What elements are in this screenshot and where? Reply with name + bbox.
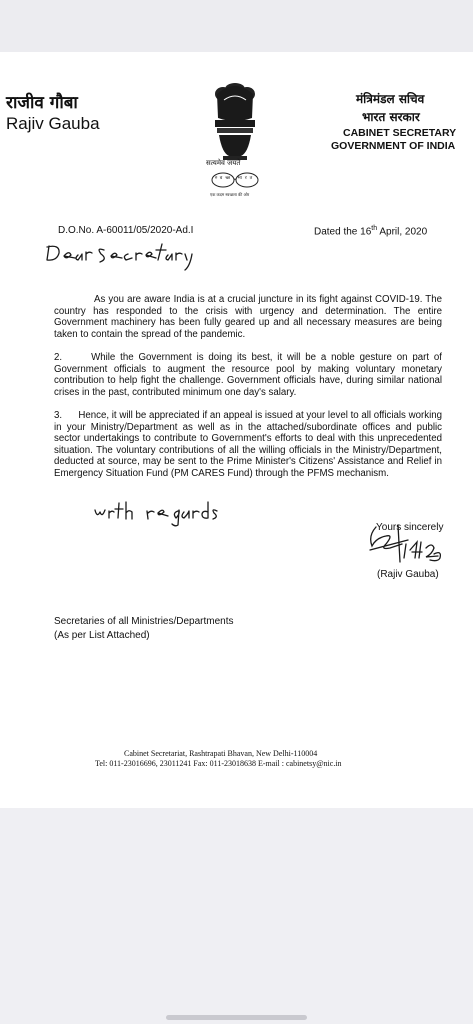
handwritten-regards	[92, 498, 224, 528]
government-english: GOVERNMENT OF INDIA	[331, 140, 456, 152]
home-indicator[interactable]	[166, 1015, 307, 1020]
footer-address: Cabinet Secretariat, Rashtrapati Bhavan, New Delhi-110004	[124, 749, 318, 758]
letter-page	[0, 52, 473, 808]
closing-line: Yours sincerely	[376, 522, 444, 533]
swachh-bharat-text: स्वच्छ भारत	[215, 176, 256, 181]
office-title-english: CABINET SECRETARY	[343, 127, 457, 139]
addressee-line-2: (As per List Attached)	[54, 630, 150, 641]
handwritten-salutation	[44, 238, 212, 272]
viewer-top-bar	[0, 0, 473, 52]
letter-date: Dated the 16th April, 2020	[314, 225, 428, 238]
emblem-motto: सत्यमेव जयते	[206, 159, 241, 167]
reference-number: D.O.No. A-60011/05/2020-Ad.I	[58, 225, 194, 236]
paragraph-3: 3. Hence, it will be appreciated if an appeal is issued at your level to all officials working in your Ministry/Department as well as in the attached/subordinate offices and public sector undertakings to contribute to Government's efforts to deal with this unprecedented situation. The voluntary contributions of all the willing officials in the Ministry/Department, deducted at source, may be sent to the Prime Minister's Citizens' Assistance and Relief in Emergency Situation Fund (PM CARES Fund) through the PFMS mechanism.	[54, 410, 442, 479]
addressee-line-1: Secretaries of all Ministries/Departments	[54, 616, 234, 627]
sender-name-english: Rajiv Gauba	[6, 114, 100, 133]
paragraph-2: 2. While the Government is doing its best, it will be a noble gesture on part of Government officials to augment the resource pool by making voluntary monetary contribution to help fight the challenge. Government officials have, during similar national crises in the past, contributed minimum one day's salary.	[54, 352, 442, 398]
office-title-hindi: मंत्रिमंडल सचिव	[356, 92, 425, 106]
swachh-bharat-tagline: एक कदम स्वच्छता की ओर	[210, 192, 250, 197]
paragraph-1: As you are aware India is at a crucial juncture in its fight against COVID-19. The country has responded to the crisis with urgency and determination. The entire Government machinery has been fully geared up and all necessary measures are being taken to contain the spread of the pandemic.	[54, 294, 442, 340]
signature	[360, 522, 470, 572]
sender-name-hindi: राजीव गौबा	[6, 93, 78, 113]
signatory-name: (Rajiv Gauba)	[377, 569, 439, 580]
footer-contact: Tel: 011-23016696, 23011241 Fax: 011-23018638 E-mail : cabinetsy@nic.in	[95, 759, 342, 768]
state-emblem	[200, 80, 270, 204]
government-hindi: भारत सरकार	[362, 110, 420, 124]
